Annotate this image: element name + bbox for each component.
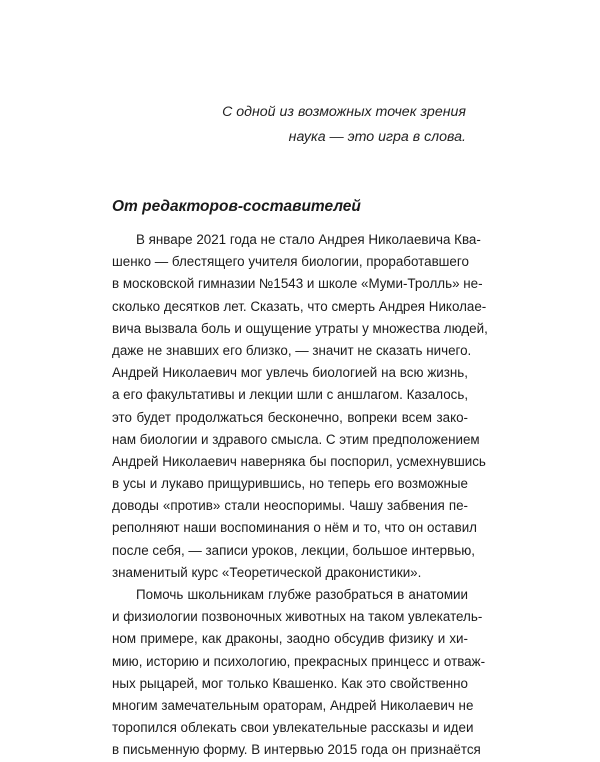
text-line: шенко — блестящего учителя биологии, проработавшего (112, 254, 469, 270)
text-line: и физиологии позвоночных животных на таком увлекатель- (112, 609, 483, 625)
body-text (112, 229, 488, 762)
text-line: знаменитый курс «Теоретической драконистики». (112, 564, 422, 580)
text-line: торопился облекать свои увлекательные рассказы и идеи (112, 720, 474, 736)
text-line: Андрей Николаевич мог увлечь биологией на всю жизнь, (112, 365, 468, 381)
section-title: От редакторов-составителей (112, 198, 361, 215)
epigraph (222, 100, 466, 150)
paragraph-1 (112, 229, 488, 584)
text-line: в усы и лукаво прищурившись, но теперь его возможные (112, 476, 468, 492)
text-line: В январе 2021 года не стало Андрея Николаевича Ква- (136, 232, 481, 247)
text-line: Помочь школьникам глубже разобраться в анатомии (136, 587, 468, 602)
text-line: доводы «против» стали неоспоримы. Чашу забвения пе- (112, 498, 468, 514)
text-line: даже не знавших его близко, — значит не сказать ничего. (112, 342, 472, 358)
text-line: после себя, — записи уроков, лекции, большое интервью, (112, 542, 475, 558)
text-line: мию, историю и психологию, прекрасных принцесс и отваж- (112, 653, 486, 669)
text-line: нам биологии и здравого смысла. С этим предположением (112, 431, 480, 447)
text-line: сколько десятков лет. Сказать, что смерть Андрея Николае- (112, 298, 487, 314)
text-line: многим замечательным ораторам, Андрей Николаевич не (112, 697, 474, 713)
epigraph-line: наука — это игра в слова. (288, 129, 466, 145)
text-line: вича вызвала боль и ощущение утраты у множества людей, (112, 320, 488, 336)
text-line: в московской гимназии №1543 и школе «Муми-Тролль» не- (112, 276, 483, 292)
epigraph-line: С одной из возможных точек зрения (222, 104, 466, 120)
text-line: ных рыцарей, мог только Квашенко. Как это свойственно (112, 675, 468, 691)
text-line: Андрей Николаевич наверняка бы поспорил, усмехнувшись (112, 453, 486, 469)
text-line: ном примере, как драконы, заодно обсудив физику и хи- (112, 631, 468, 647)
text-line: а его факультативы и лекции шли с аншлагом. Казалось, (112, 387, 469, 403)
text-line: в письменную форму. В интервью 2015 года он признаётся (112, 742, 481, 758)
text-line: это будет продолжаться бесконечно, вопреки всем зако- (112, 409, 468, 425)
text-line: реполняют наши воспоминания о нём и то, что он оставил (112, 520, 477, 536)
paragraph-2 (112, 584, 486, 762)
